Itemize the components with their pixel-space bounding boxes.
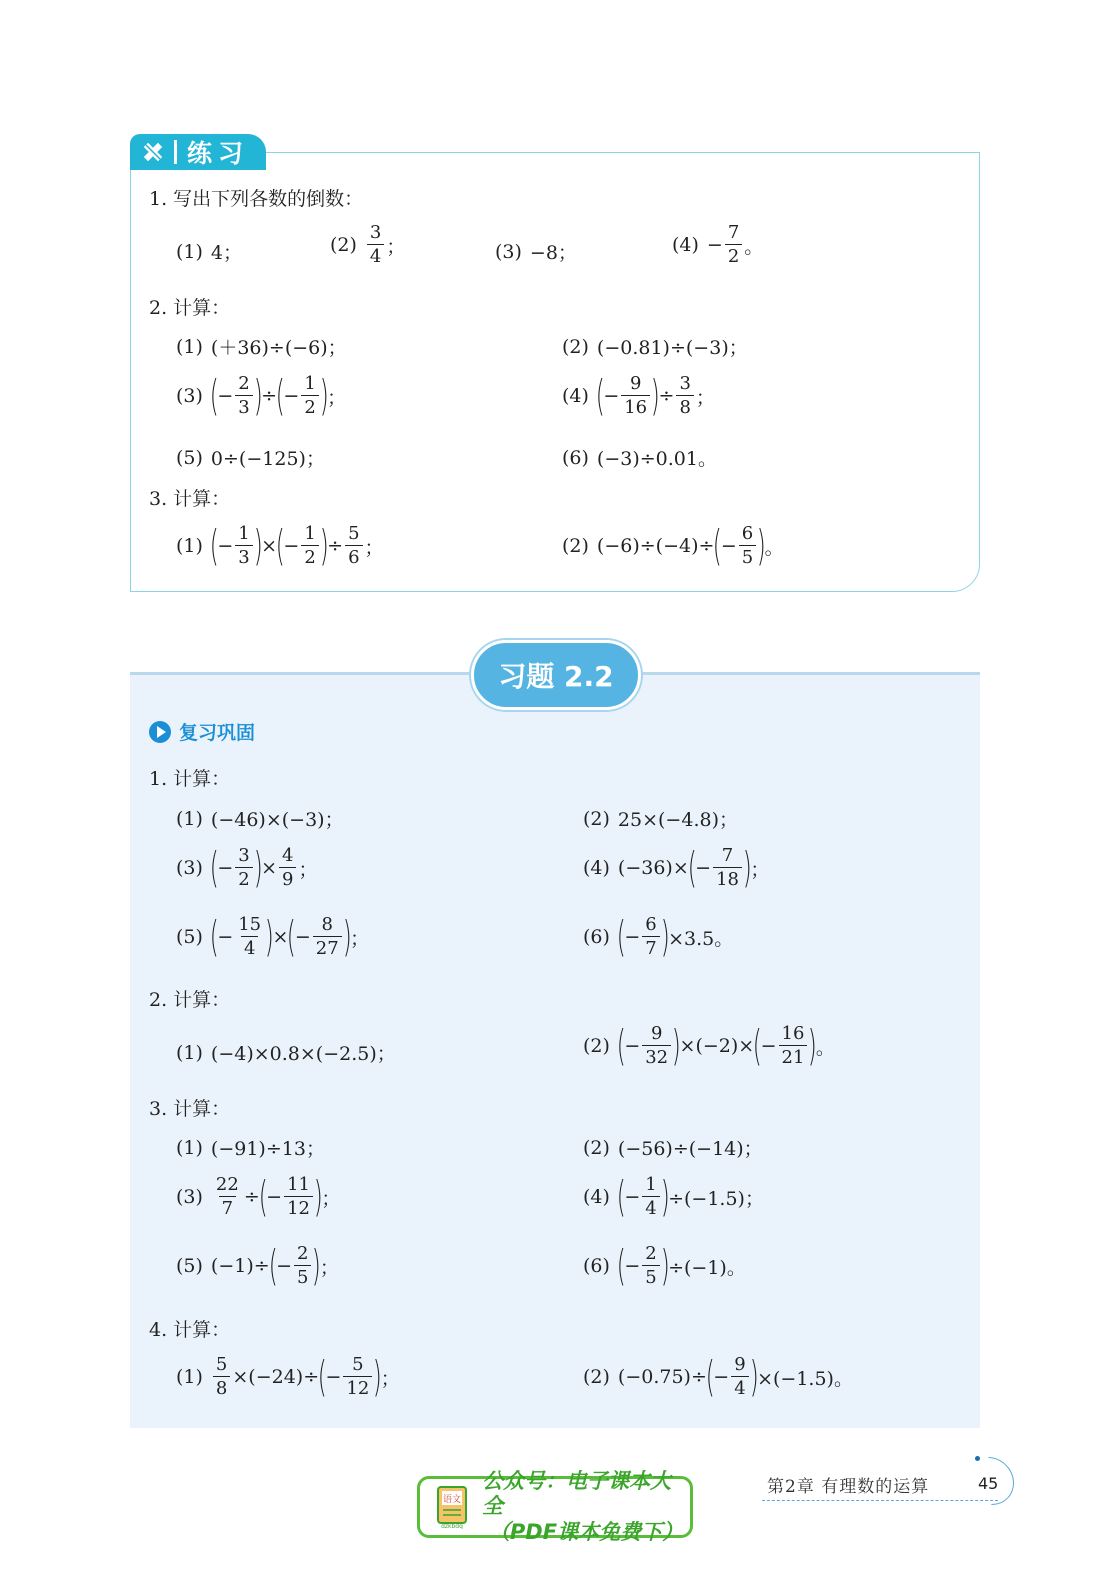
- page-number: 45: [978, 1474, 999, 1493]
- practice-q3-head: 3. 计算：: [149, 488, 231, 510]
- exercise-q3-item-4: (4) ( − $\frac{1}{4}$ ) ÷(−1.5)；: [583, 1172, 764, 1222]
- page-number-dot: [975, 1456, 980, 1461]
- book-icon: [434, 1485, 470, 1529]
- exercise-title: 习题 2.2: [471, 640, 641, 710]
- stamp-line-1: 公众号：电子课本大全: [482, 1469, 671, 1519]
- pencil-ruler-icon: [140, 139, 166, 165]
- exercise-q1-head: 1. 计算：: [149, 768, 231, 790]
- practice-q3-item-1: (1) ( − $\frac{1}{3}$ ) × ( − $\frac{1}{2}$ ) ÷ $\frac{5}{6}$ ；: [176, 521, 384, 571]
- practice-title: 练习: [187, 139, 250, 168]
- practice-q2-item-5: (5) 0÷(−125)；: [176, 446, 325, 470]
- exercise-q1-item-1: (1) (−46)×(−3)；: [176, 807, 344, 831]
- chapter-label: 第2章 有理数的运算: [767, 1477, 930, 1497]
- exercise-q3-item-5: (5) (−1)÷ ( − $\frac{2}{5}$ ) ；: [176, 1241, 339, 1291]
- footer-dashed-line: [762, 1500, 998, 1501]
- exercise-q4-item-1: (1) $\frac{5}{8}$ ×(−24)÷ ( − $\frac{5}{12}$ ) ；: [176, 1352, 400, 1402]
- exercise-q3-head: 3. 计算：: [149, 1098, 231, 1120]
- exercise-q4-item-2: (2) (−0.75)÷ ( − $\frac{9}{4}$ ) ×(−1.5)。: [583, 1352, 853, 1402]
- tab-divider: [174, 140, 177, 164]
- review-section-heading: 复习巩固: [149, 718, 255, 745]
- exercise-q2-head: 2. 计算：: [149, 989, 231, 1011]
- practice-q2-item-3: (3) ( − $\frac{2}{3}$ ) ÷ ( − $\frac{1}{2}$ ) ；: [176, 371, 347, 421]
- exercise-q4-head: 4. 计算：: [149, 1319, 231, 1341]
- practice-q1-item-3: (3) −8；: [495, 240, 577, 264]
- watermark-stamp: [417, 1469, 693, 1544]
- exercise-q3-item-6: (6) ( − $\frac{2}{5}$ ) ÷(−1)。: [583, 1241, 746, 1291]
- svg-text:dzkbdq: dzkbdq: [441, 1523, 463, 1529]
- practice-tab: [130, 134, 266, 170]
- exercise-q1-item-5: (5) ( − $\frac{15}{4}$ ) × ( − $\frac{8}{27}$ ) ；: [176, 912, 370, 962]
- exercise-q1-item-6: (6) ( − $\frac{6}{7}$ ) ×3.5。: [583, 912, 734, 962]
- practice-q1-head: 1. 写出下列各数的倒数：: [149, 188, 364, 210]
- exercise-q3-item-1: (1) (−91)÷13；: [176, 1136, 325, 1160]
- practice-q2-head: 2. 计算：: [149, 297, 231, 319]
- practice-q2-item-2: (2) (−0.81)÷(−3)；: [562, 335, 748, 359]
- exercise-q2-item-2: (2) ( − $\frac{9}{32}$ ) ×(−2)× ( − $\frac{16}{21}$ ) 。: [583, 1021, 835, 1071]
- exercise-q3-item-3: (3) $\frac{22}{7}$ ÷ ( − $\frac{11}{12}$ ) ；: [176, 1172, 341, 1222]
- exercise-q1-item-2: (2) 25×(−4.8)；: [583, 807, 738, 831]
- practice-q3-item-2: (2) (−6)÷(−4)÷ ( − $\frac{6}{5}$ ) 。: [562, 521, 784, 571]
- exercise-q1-item-4: (4) (−36)× ( − $\frac{7}{18}$ ) ；: [583, 843, 770, 893]
- stamp-line-2: （PDF课本免费下）: [488, 1519, 684, 1544]
- exercise-q3-item-2: (2) (−56)÷(−14)；: [583, 1136, 763, 1160]
- svg-text:语文: 语文: [442, 1495, 462, 1505]
- practice-q2-item-1: (1) (＋36)÷(−6)；: [176, 335, 347, 359]
- exercise-q1-item-3: (3) ( − $\frac{3}{2}$ ) × $\frac{4}{9}$ ；: [176, 843, 318, 893]
- practice-q1-item-2: (2) $\frac{3}{4}$ ；: [330, 222, 406, 267]
- practice-q2-item-4: (4) ( − $\frac{9}{16}$ ) ÷ $\frac{3}{8}$ ；: [562, 371, 715, 421]
- practice-q1-item-1: (1) 4；: [176, 240, 243, 264]
- practice-q2-item-6: (6) (−3)÷0.01。: [562, 446, 717, 470]
- practice-q1-item-4: (4) − $\frac{7}{2}$ 。: [672, 222, 764, 267]
- exercise-q2-item-1: (1) (−4)×0.8×(−2.5)；: [176, 1041, 396, 1065]
- play-icon: [149, 721, 171, 743]
